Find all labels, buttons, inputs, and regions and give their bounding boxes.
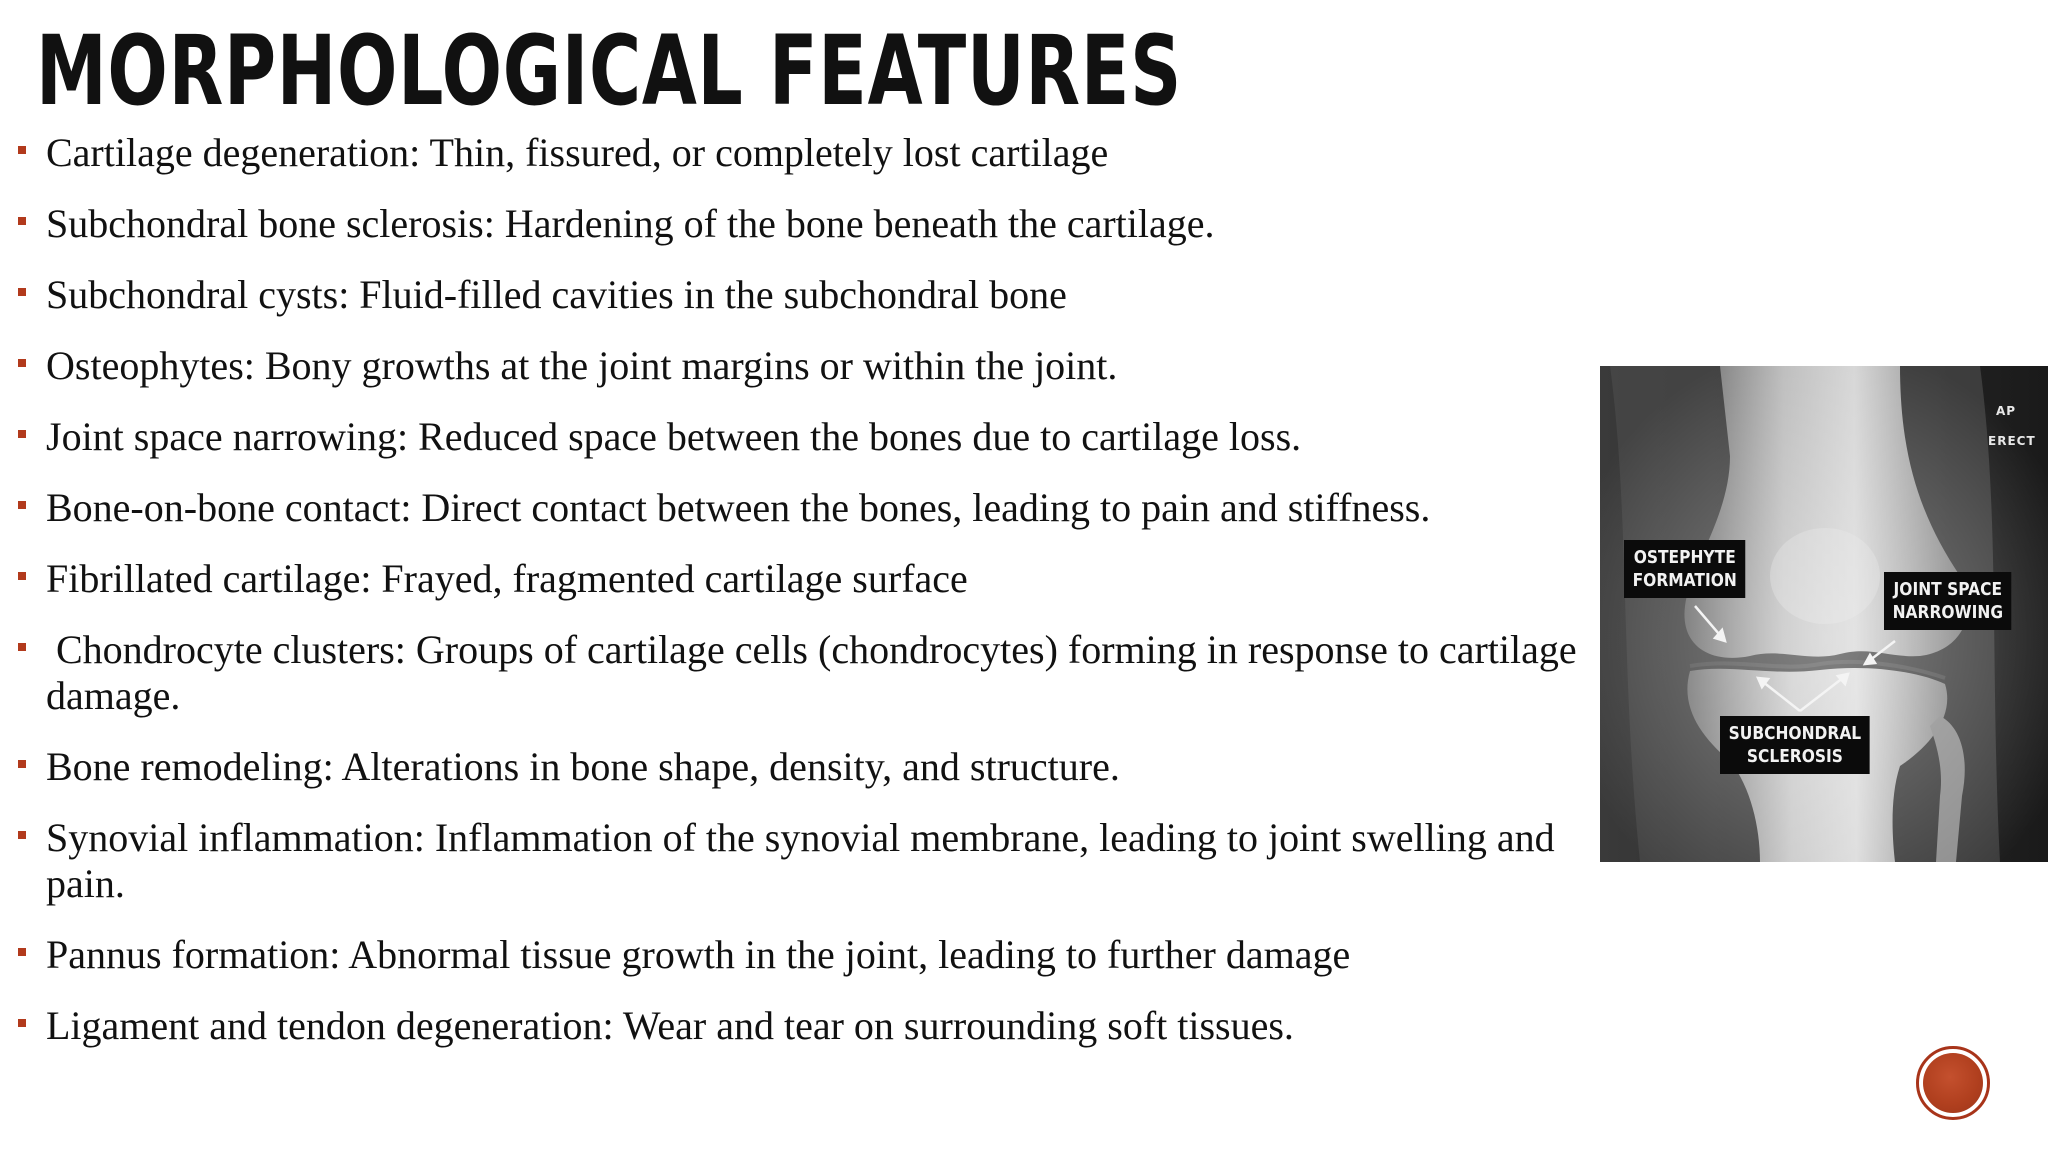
bullet-item xyxy=(0,343,1640,389)
knee-xray-image xyxy=(1600,366,2048,862)
bullet-text: Fibrillated cartilage: Frayed, fragmented cartilage surface xyxy=(46,556,968,601)
next-slide-button[interactable] xyxy=(1916,1046,1990,1120)
bullet-text: Bone-on-bone contact: Direct contact between the bones, leading to pain and stiffness. xyxy=(46,485,1431,530)
bullet-square-icon xyxy=(18,217,26,225)
xray-label-sclerosis: SUBCHONDRAL SCLEROSIS xyxy=(1720,716,1870,774)
bullet-square-icon xyxy=(18,760,26,768)
bullet-text: Synovial inflammation: Inflammation of the synovial membrane, leading to joint swelling and pain. xyxy=(46,815,1555,906)
bullet-square-icon xyxy=(18,359,26,367)
bullet-item xyxy=(0,414,1640,460)
bullet-square-icon xyxy=(18,643,26,651)
bullet-square-icon xyxy=(18,1019,26,1027)
bullet-item xyxy=(0,201,1640,247)
xray-corner-erect: ERECT xyxy=(1988,434,2036,448)
bullet-square-icon xyxy=(18,572,26,580)
bullet-item xyxy=(0,130,1640,176)
bullet-text: Subchondral cysts: Fluid-filled cavities in the subchondral bone xyxy=(46,272,1067,317)
bullet-square-icon xyxy=(18,430,26,438)
bullet-list xyxy=(0,130,1640,1074)
bullet-text: Ligament and tendon degeneration: Wear and tear on surrounding soft tissues. xyxy=(46,1003,1294,1048)
bullet-text: Subchondral bone sclerosis: Hardening of the bone beneath the cartilage. xyxy=(46,201,1215,246)
bullet-item xyxy=(0,1003,1640,1049)
bullet-square-icon xyxy=(18,501,26,509)
bullet-text: Bone remodeling: Alterations in bone shape, density, and structure. xyxy=(46,744,1120,789)
bullet-square-icon xyxy=(18,948,26,956)
slide-title: MORPHOLOGICAL FEATURES xyxy=(36,15,1183,127)
circle-icon xyxy=(1923,1053,1983,1113)
bullet-text: Chondrocyte clusters: Groups of cartilage cells (chondrocytes) forming in response to cartilage damage. xyxy=(46,627,1587,718)
bullet-item xyxy=(0,272,1640,318)
bullet-item xyxy=(0,556,1640,602)
bullet-item xyxy=(0,627,1640,719)
xray-label-joint-space: JOINT SPACE NARROWING xyxy=(1884,572,2012,630)
bullet-item xyxy=(0,485,1640,531)
xray-corner-ap: AP xyxy=(1996,404,2017,418)
bullet-item xyxy=(0,815,1640,907)
bullet-square-icon xyxy=(18,288,26,296)
bullet-item xyxy=(0,932,1640,978)
bullet-square-icon xyxy=(18,146,26,154)
bullet-item xyxy=(0,744,1640,790)
bullet-text: Osteophytes: Bony growths at the joint margins or within the joint. xyxy=(46,343,1118,388)
xray-label-osteophyte: OSTEPHYTE FORMATION xyxy=(1624,540,1745,598)
bullet-text: Cartilage degeneration: Thin, fissured, or completely lost cartilage xyxy=(46,130,1109,175)
bullet-text: Pannus formation: Abnormal tissue growth in the joint, leading to further damage xyxy=(46,932,1351,977)
bullet-square-icon xyxy=(18,831,26,839)
bullet-text: Joint space narrowing: Reduced space between the bones due to cartilage loss. xyxy=(46,414,1302,459)
